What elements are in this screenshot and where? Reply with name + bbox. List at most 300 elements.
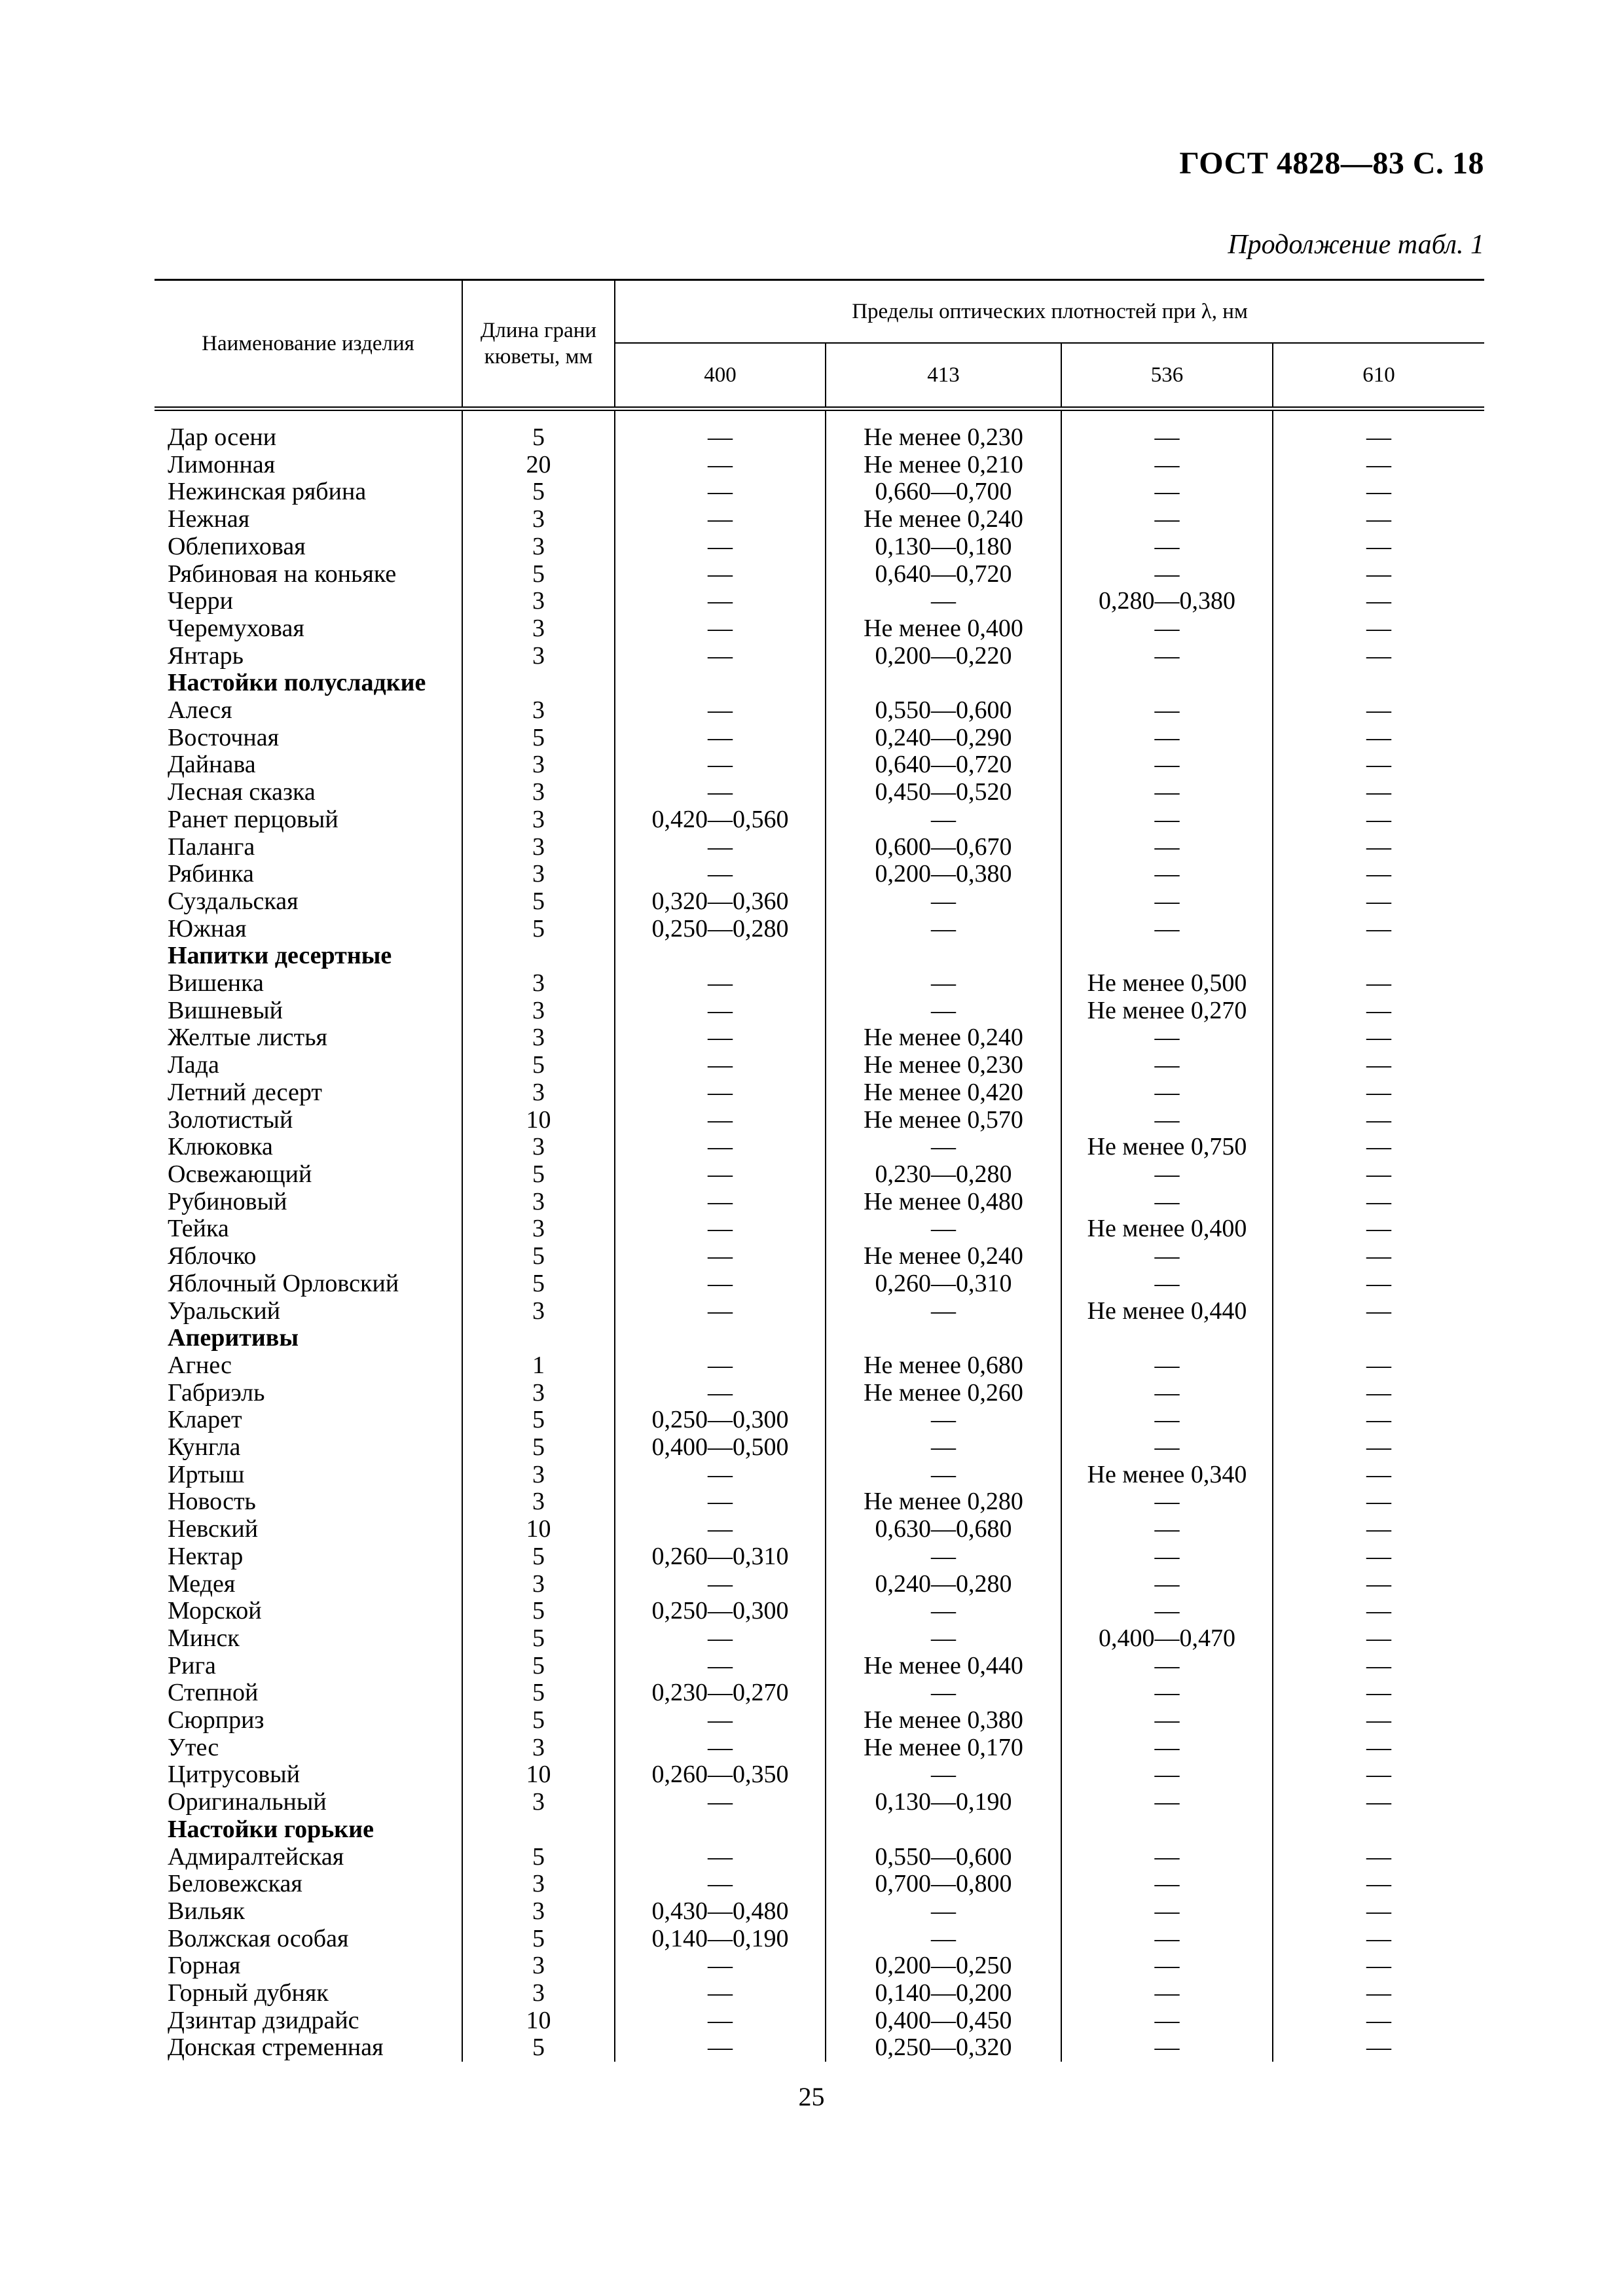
empty-cell xyxy=(1273,1325,1484,1352)
cell-400: — xyxy=(615,1161,826,1189)
empty-cell xyxy=(615,942,826,970)
cell-length: 3 xyxy=(462,533,615,561)
cell-length: 5 xyxy=(462,888,615,916)
cell-610: — xyxy=(1366,969,1392,997)
cell-name: Черри xyxy=(155,588,462,615)
section-title: Аперитивы xyxy=(155,1325,462,1352)
cell-400: — xyxy=(615,1079,826,1107)
table-row xyxy=(155,997,1484,1025)
cell-length: 5 xyxy=(462,2034,615,2062)
cell-name: Волжская особая xyxy=(155,1926,462,1953)
table-row xyxy=(155,452,1484,479)
cell-name: Лада xyxy=(155,1052,462,1079)
section-title: Напитки десертные xyxy=(155,942,462,970)
cell-536: — xyxy=(1061,1516,1273,1543)
cell-413: Не менее 0,230 xyxy=(826,409,1061,452)
cell-400: — xyxy=(615,452,826,479)
cell-length: 3 xyxy=(462,970,615,997)
cell-400: — xyxy=(615,1134,826,1161)
cell-length: 3 xyxy=(462,588,615,615)
cell-413: 0,200—0,380 xyxy=(826,861,1061,888)
cell-name: Алеся xyxy=(155,697,462,725)
cell-413: 0,260—0,310 xyxy=(826,1270,1061,1298)
cell-536: — xyxy=(1061,2034,1273,2062)
cell-610: — xyxy=(1366,1242,1392,1270)
table-row xyxy=(155,1298,1484,1325)
cell-name: Лесная сказка xyxy=(155,779,462,806)
cell-536: — xyxy=(1061,1926,1273,1953)
cell-413: — xyxy=(826,1462,1061,1489)
cell-610: — xyxy=(1366,778,1392,806)
table-row xyxy=(155,970,1484,997)
cell-610: — xyxy=(1366,560,1392,588)
cell-400: — xyxy=(615,1734,826,1762)
cell-400: — xyxy=(615,1516,826,1543)
cell-413: 0,200—0,220 xyxy=(826,643,1061,670)
cell-400: — xyxy=(615,997,826,1025)
cell-610: — xyxy=(1366,478,1392,506)
cell-536: — xyxy=(1061,1598,1273,1625)
cell-name: Нежинская рябина xyxy=(155,478,462,506)
cell-413: 0,240—0,290 xyxy=(826,725,1061,752)
table-row xyxy=(155,1789,1484,1816)
table-row xyxy=(155,1488,1484,1516)
cell-400: — xyxy=(615,1488,826,1516)
table-row xyxy=(155,1107,1484,1134)
cell-536: 0,400—0,470 xyxy=(1061,1625,1273,1653)
cell-536: — xyxy=(1061,1024,1273,1052)
cell-name: Рябиновая на коньяке xyxy=(155,561,462,588)
table-row xyxy=(155,561,1484,588)
cell-413: — xyxy=(826,1598,1061,1625)
table-row xyxy=(155,1543,1484,1571)
empty-cell xyxy=(462,942,615,970)
cell-length: 5 xyxy=(462,561,615,588)
empty-cell xyxy=(826,1816,1061,1844)
table-row xyxy=(155,643,1484,670)
cell-length: 3 xyxy=(462,1134,615,1161)
cell-413: 0,630—0,680 xyxy=(826,1516,1061,1543)
table-row xyxy=(155,409,1484,452)
cell-536: — xyxy=(1061,1679,1273,1707)
empty-cell xyxy=(462,1816,615,1844)
empty-cell xyxy=(1273,942,1484,970)
empty-cell xyxy=(826,670,1061,697)
cell-610: — xyxy=(1366,423,1392,451)
table-row xyxy=(155,1270,1484,1298)
cell-name: Суздальская xyxy=(155,888,462,916)
table-row xyxy=(155,751,1484,779)
cell-413: Не менее 0,260 xyxy=(826,1380,1061,1407)
cell-length: 5 xyxy=(462,1653,615,1680)
cell-413: 0,240—0,280 xyxy=(826,1571,1061,1598)
table-row xyxy=(155,1434,1484,1462)
cell-413: 0,550—0,600 xyxy=(826,697,1061,725)
cell-610: — xyxy=(1366,450,1392,478)
cell-length: 3 xyxy=(462,779,615,806)
cell-413: Не менее 0,680 xyxy=(826,1352,1061,1380)
cell-413: Не менее 0,240 xyxy=(826,1243,1061,1270)
cell-400: — xyxy=(615,1380,826,1407)
cell-536: — xyxy=(1061,643,1273,670)
cell-413: 0,200—0,250 xyxy=(826,1952,1061,1980)
cell-610: — xyxy=(1366,1651,1392,1679)
cell-length: 5 xyxy=(462,1926,615,1953)
table-row xyxy=(155,1407,1484,1434)
cell-length: 5 xyxy=(462,1270,615,1298)
cell-length: 3 xyxy=(462,806,615,834)
cell-name: Дзинтар дзидрайс xyxy=(155,2007,462,2035)
cell-610: — xyxy=(1366,1215,1392,1243)
cell-610: — xyxy=(1366,723,1392,751)
table-row xyxy=(155,1625,1484,1653)
cell-name: Ранет перцовый xyxy=(155,806,462,834)
cell-length: 3 xyxy=(462,1380,615,1407)
cell-610: — xyxy=(1366,1105,1392,1134)
cell-length: 3 xyxy=(462,697,615,725)
cell-536: — xyxy=(1061,861,1273,888)
cell-name: Вильяк xyxy=(155,1898,462,1926)
cell-413: — xyxy=(826,1926,1061,1953)
cell-413: — xyxy=(826,997,1061,1025)
cell-610: — xyxy=(1366,1051,1392,1079)
cell-536: — xyxy=(1061,452,1273,479)
cell-400: — xyxy=(615,1571,826,1598)
table-row xyxy=(155,779,1484,806)
cell-name: Морской xyxy=(155,1598,462,1625)
cell-400: — xyxy=(615,615,826,643)
cell-length: 10 xyxy=(462,1761,615,1789)
cell-name: Освежающий xyxy=(155,1161,462,1189)
cell-413: Не менее 0,380 xyxy=(826,1707,1061,1734)
cell-400: — xyxy=(615,1653,826,1680)
cell-536: Не менее 0,750 xyxy=(1061,1134,1273,1161)
cell-400: — xyxy=(615,643,826,670)
table-row xyxy=(155,1134,1484,1161)
cell-610: — xyxy=(1366,914,1392,942)
cell-536: — xyxy=(1061,1761,1273,1789)
cell-name: Донская стременная xyxy=(155,2034,462,2062)
empty-cell xyxy=(826,942,1061,970)
cell-name: Медея xyxy=(155,1571,462,1598)
cell-length: 3 xyxy=(462,1024,615,1052)
cell-400: — xyxy=(615,1243,826,1270)
table-row xyxy=(155,1079,1484,1107)
header-wavelength-610: 610 xyxy=(1273,343,1484,409)
cell-413: — xyxy=(826,1761,1061,1789)
cell-name: Клюковка xyxy=(155,1134,462,1161)
cell-400: 0,260—0,350 xyxy=(615,1761,826,1789)
cell-413: Не менее 0,400 xyxy=(826,615,1061,643)
cell-400: 0,260—0,310 xyxy=(615,1543,826,1571)
cell-name: Дайнава xyxy=(155,751,462,779)
cell-536: — xyxy=(1061,533,1273,561)
cell-length: 3 xyxy=(462,1189,615,1216)
cell-name: Облепиховая xyxy=(155,533,462,561)
cell-400: — xyxy=(615,1707,826,1734)
cell-413: — xyxy=(826,1625,1061,1653)
cell-name: Кларет xyxy=(155,1407,462,1434)
cell-610: — xyxy=(1366,1488,1392,1516)
cell-610: — xyxy=(1366,614,1392,642)
cell-536: — xyxy=(1061,615,1273,643)
cell-400: 0,430—0,480 xyxy=(615,1898,826,1926)
cell-610: — xyxy=(1366,887,1392,915)
cell-400: — xyxy=(615,1215,826,1243)
cell-413: — xyxy=(826,916,1061,943)
cell-400: 0,320—0,360 xyxy=(615,888,826,916)
table-row xyxy=(155,916,1484,943)
empty-cell xyxy=(1061,1325,1273,1352)
cell-length: 3 xyxy=(462,1789,615,1816)
header-optical-limits: Пределы оптических плотностей при λ, нм xyxy=(615,280,1484,344)
cell-400: 0,400—0,500 xyxy=(615,1434,826,1462)
table-row xyxy=(155,533,1484,561)
cell-400: — xyxy=(615,1270,826,1298)
empty-cell xyxy=(1061,670,1273,697)
cell-413: 0,230—0,280 xyxy=(826,1161,1061,1189)
cell-536: — xyxy=(1061,1107,1273,1134)
cell-name: Нежная xyxy=(155,506,462,533)
empty-cell xyxy=(615,1325,826,1352)
cell-name: Степной xyxy=(155,1679,462,1707)
cell-length: 3 xyxy=(462,1079,615,1107)
cell-610: — xyxy=(1366,1761,1392,1789)
optical-density-table xyxy=(155,279,1484,2062)
cell-610: — xyxy=(1366,2006,1392,2034)
table-row xyxy=(155,1462,1484,1489)
cell-name: Кунгла xyxy=(155,1434,462,1462)
cell-name: Утес xyxy=(155,1734,462,1762)
cell-536: — xyxy=(1061,506,1273,533)
cell-name: Вишневый xyxy=(155,997,462,1025)
cell-610: — xyxy=(1366,1351,1392,1379)
cell-400: — xyxy=(615,1298,826,1325)
cell-400: — xyxy=(615,1024,826,1052)
cell-536: — xyxy=(1061,1243,1273,1270)
table-row xyxy=(155,1761,1484,1789)
cell-413: 0,600—0,670 xyxy=(826,834,1061,861)
cell-536: — xyxy=(1061,806,1273,834)
cell-name: Рига xyxy=(155,1653,462,1680)
table-row xyxy=(155,615,1484,643)
cell-536: Не менее 0,340 xyxy=(1061,1462,1273,1489)
empty-cell xyxy=(1273,1816,1484,1844)
table-row xyxy=(155,888,1484,916)
table-row xyxy=(155,2007,1484,2035)
cell-name: Золотистый xyxy=(155,1107,462,1134)
cell-536: — xyxy=(1061,1952,1273,1980)
cell-536: — xyxy=(1061,888,1273,916)
cell-413: — xyxy=(826,1543,1061,1571)
cell-name: Горный дубняк xyxy=(155,1980,462,2007)
table-row xyxy=(155,1707,1484,1734)
table-row xyxy=(155,1898,1484,1926)
cell-536: — xyxy=(1061,409,1273,452)
table-row xyxy=(155,1571,1484,1598)
table-body xyxy=(155,409,1484,2062)
cell-610: — xyxy=(1366,1542,1392,1570)
page-number: 25 xyxy=(798,2082,825,2111)
cell-400: — xyxy=(615,1189,826,1216)
cell-400: — xyxy=(615,506,826,533)
cell-400: — xyxy=(615,970,826,997)
table-row xyxy=(155,1844,1484,1871)
cell-610: — xyxy=(1366,1024,1392,1052)
cell-name: Тейка xyxy=(155,1215,462,1243)
cell-413: Не менее 0,420 xyxy=(826,1079,1061,1107)
cell-length: 5 xyxy=(462,409,615,452)
table-row xyxy=(155,834,1484,861)
cell-400: 0,140—0,190 xyxy=(615,1926,826,1953)
section-title: Настойки горькие xyxy=(155,1816,462,1844)
table-row xyxy=(155,1189,1484,1216)
cell-length: 5 xyxy=(462,1434,615,1462)
cell-413: — xyxy=(826,970,1061,997)
cell-length: 3 xyxy=(462,1215,615,1243)
cell-length: 3 xyxy=(462,997,615,1025)
cell-413: Не менее 0,480 xyxy=(826,1189,1061,1216)
cell-name: Яблочный Орловский xyxy=(155,1270,462,1298)
empty-cell xyxy=(615,670,826,697)
cell-413: — xyxy=(826,1298,1061,1325)
cell-536: — xyxy=(1061,1734,1273,1762)
cell-400: — xyxy=(615,1844,826,1871)
cell-length: 3 xyxy=(462,1898,615,1926)
cell-length: 5 xyxy=(462,1243,615,1270)
cell-610: — xyxy=(1366,505,1392,533)
cell-name: Янтарь xyxy=(155,643,462,670)
cell-400: — xyxy=(615,1052,826,1079)
cell-400: — xyxy=(615,1107,826,1134)
cell-length: 3 xyxy=(462,1298,615,1325)
cell-610: — xyxy=(1366,1870,1392,1898)
cell-610: — xyxy=(1366,1706,1392,1734)
cell-536: — xyxy=(1061,697,1273,725)
cell-536: Не менее 0,270 xyxy=(1061,997,1273,1025)
cell-length: 3 xyxy=(462,1871,615,1898)
cell-536: — xyxy=(1061,1844,1273,1871)
cell-413: Не менее 0,440 xyxy=(826,1653,1061,1680)
cell-length: 3 xyxy=(462,751,615,779)
cell-length: 3 xyxy=(462,506,615,533)
cell-400: — xyxy=(615,1980,826,2007)
header-wavelength-413: 413 xyxy=(826,343,1061,409)
table-row xyxy=(155,1952,1484,1980)
cell-610: — xyxy=(1366,1406,1392,1434)
cell-610: — xyxy=(1366,1297,1392,1325)
cell-413: 0,130—0,180 xyxy=(826,533,1061,561)
cell-536: — xyxy=(1061,1189,1273,1216)
empty-cell xyxy=(1061,1816,1273,1844)
cell-610: — xyxy=(1366,1842,1392,1871)
cell-610: — xyxy=(1366,1160,1392,1188)
cell-name: Нектар xyxy=(155,1543,462,1571)
cell-536: — xyxy=(1061,1980,1273,2007)
cell-400: — xyxy=(615,1625,826,1653)
cell-413: Не менее 0,570 xyxy=(826,1107,1061,1134)
cell-400: — xyxy=(615,751,826,779)
cell-length: 5 xyxy=(462,1625,615,1653)
cell-length: 5 xyxy=(462,916,615,943)
cell-length: 3 xyxy=(462,1571,615,1598)
cell-536: — xyxy=(1061,1380,1273,1407)
cell-name: Новость xyxy=(155,1488,462,1516)
cell-name: Адмиралтейская xyxy=(155,1844,462,1871)
cell-400: 0,230—0,270 xyxy=(615,1679,826,1707)
cell-413: 0,250—0,320 xyxy=(826,2034,1061,2062)
cell-413: 0,140—0,200 xyxy=(826,1980,1061,2007)
table-row xyxy=(155,1052,1484,1079)
header-wavelength-536: 536 xyxy=(1061,343,1273,409)
empty-cell xyxy=(615,1816,826,1844)
cell-413: — xyxy=(826,1407,1061,1434)
cell-name: Дар осени xyxy=(155,409,462,452)
cell-536: — xyxy=(1061,1352,1273,1380)
cell-536: — xyxy=(1061,751,1273,779)
cell-536: Не менее 0,400 xyxy=(1061,1215,1273,1243)
cell-536: — xyxy=(1061,1407,1273,1434)
cell-400: — xyxy=(615,409,826,452)
cell-name: Горная xyxy=(155,1952,462,1980)
cell-length: 5 xyxy=(462,1679,615,1707)
cell-610: — xyxy=(1366,1187,1392,1215)
cell-400: — xyxy=(615,779,826,806)
cell-413: — xyxy=(826,1898,1061,1926)
cell-610: — xyxy=(1366,833,1392,861)
cell-name: Желтые листья xyxy=(155,1024,462,1052)
cell-length: 3 xyxy=(462,834,615,861)
cell-name: Южная xyxy=(155,916,462,943)
cell-400: 0,420—0,560 xyxy=(615,806,826,834)
cell-610: — xyxy=(1366,1624,1392,1652)
empty-cell xyxy=(1061,942,1273,970)
header-length: Длина грани кюветы, мм xyxy=(462,280,615,409)
section-row xyxy=(155,942,1484,970)
cell-name: Лимонная xyxy=(155,452,462,479)
section-title: Настойки полусладкие xyxy=(155,670,462,697)
cell-610: — xyxy=(1366,1133,1392,1161)
cell-400: 0,250—0,280 xyxy=(615,916,826,943)
cell-610: — xyxy=(1366,1570,1392,1598)
cell-536: — xyxy=(1061,561,1273,588)
cell-length: 3 xyxy=(462,1952,615,1980)
cell-413: — xyxy=(826,588,1061,615)
cell-536: — xyxy=(1061,834,1273,861)
cell-400: — xyxy=(615,2007,826,2035)
cell-length: 5 xyxy=(462,1543,615,1571)
cell-413: 0,400—0,450 xyxy=(826,2007,1061,2035)
cell-400: — xyxy=(615,1871,826,1898)
cell-413: — xyxy=(826,888,1061,916)
cell-name: Оригинальный xyxy=(155,1789,462,1816)
cell-536: — xyxy=(1061,1543,1273,1571)
cell-400: — xyxy=(615,533,826,561)
cell-610: — xyxy=(1366,1979,1392,2007)
cell-536: — xyxy=(1061,2007,1273,2035)
table-continuation-label: Продолжение табл. 1 xyxy=(1228,230,1484,260)
section-row xyxy=(155,670,1484,697)
cell-name: Яблочко xyxy=(155,1243,462,1270)
table-row xyxy=(155,588,1484,615)
cell-name: Вишенка xyxy=(155,970,462,997)
cell-length: 10 xyxy=(462,1107,615,1134)
cell-413: Не менее 0,240 xyxy=(826,506,1061,533)
cell-length: 1 xyxy=(462,1352,615,1380)
cell-536: — xyxy=(1061,1270,1273,1298)
cell-610: — xyxy=(1366,587,1392,615)
table-row xyxy=(155,1653,1484,1680)
